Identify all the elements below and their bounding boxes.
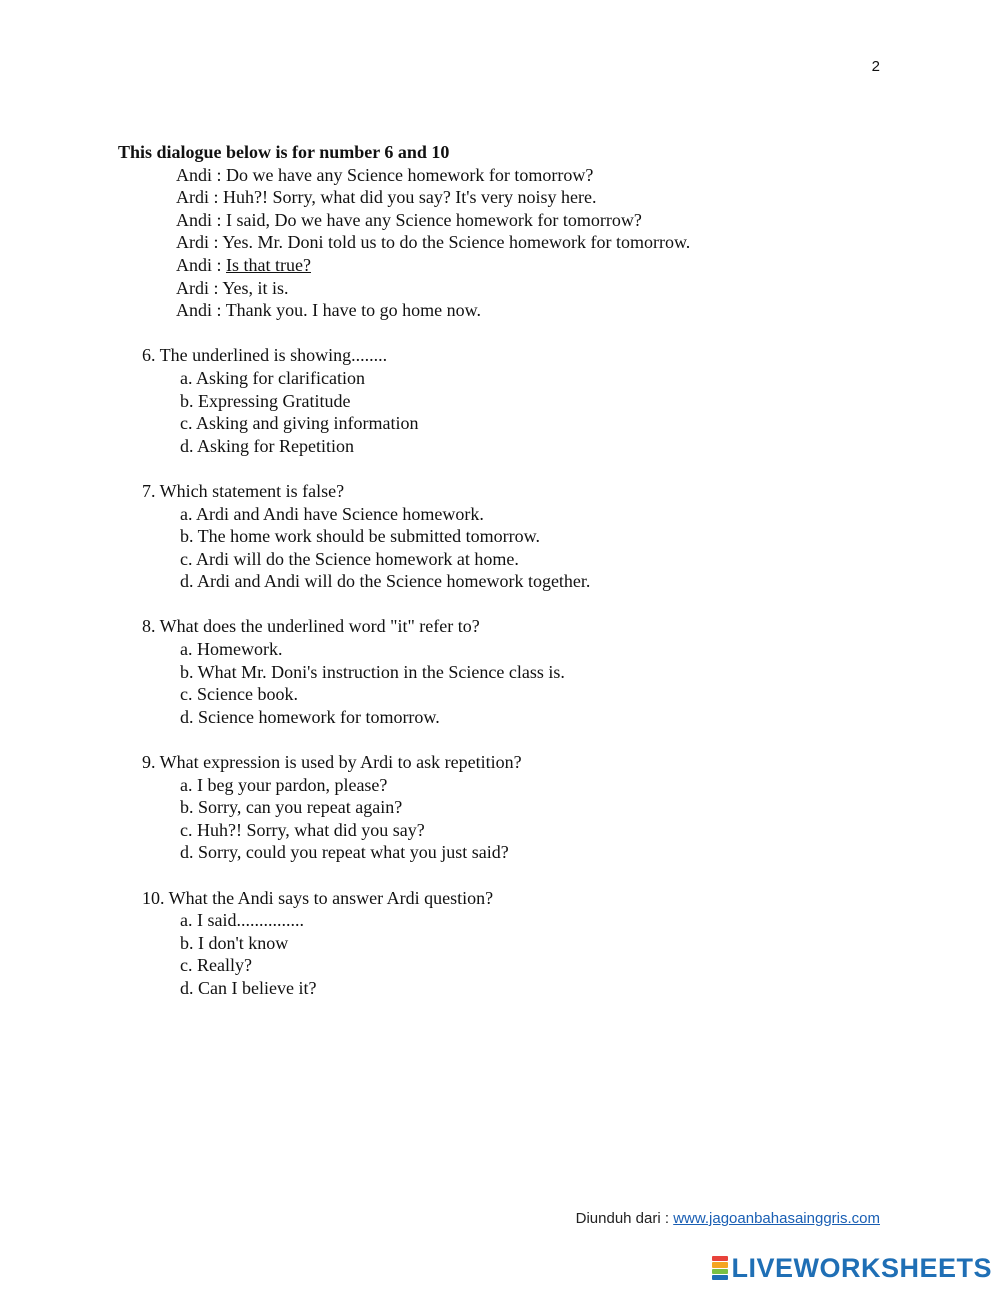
question-6 (142, 344, 918, 457)
dialogue-line: Ardi : Yes, it is. (176, 277, 289, 298)
worksheet-content (118, 141, 918, 1000)
speaker: Ardi (176, 232, 209, 253)
option: a. I said............... (180, 910, 304, 931)
option: b. What Mr. Doni's instruction in the Science class is. (180, 661, 565, 682)
option: c. Science book. (180, 684, 298, 705)
speaker: Ardi (176, 277, 209, 298)
dialogue-line: Andi : Do we have any Science homework for tomorrow? (176, 164, 594, 185)
line-text: Do we have any Science homework for tomorrow? (226, 164, 594, 185)
options-list (180, 638, 918, 728)
speaker: Andi (176, 254, 212, 275)
footer (576, 1210, 880, 1227)
dialogue-line: Ardi : Yes. Mr. Doni told us to do the Science homework for tomorrow. (176, 232, 691, 253)
speaker: Ardi (176, 187, 209, 208)
question-text: 9. What expression is used by Ardi to ask repetition? (142, 752, 522, 773)
option: c. Huh?! Sorry, what did you say? (180, 819, 425, 840)
dialogue-line: Ardi : Huh?! Sorry, what did you say? It's very noisy here. (176, 187, 597, 208)
question-text: 8. What does the underlined word "it" refer to? (142, 616, 480, 637)
option: d. Sorry, could you repeat what you just said? (180, 842, 509, 863)
option: a. Ardi and Andi have Science homework. (180, 503, 484, 524)
option: b. Sorry, can you repeat again? (180, 797, 403, 818)
options-list (180, 774, 918, 864)
line-text: Thank you. I have to go home now. (225, 300, 481, 321)
options-list (180, 909, 918, 999)
source-link[interactable]: www.jagoanbahasainggris.com (673, 1210, 880, 1227)
option: b. The home work should be submitted tomorrow. (180, 526, 540, 547)
underlined-phrase: Is that true? (226, 254, 311, 275)
line-text: I said, Do we have any Science homework for tomorrow? (226, 209, 642, 230)
speaker: Andi (176, 209, 212, 230)
option: a. Homework. (180, 639, 283, 660)
option: b. Expressing Gratitude (180, 390, 351, 411)
option: a. Asking for clarification (180, 367, 365, 388)
question-text: 10. What the Andi says to answer Ardi question? (142, 887, 494, 908)
option: a. I beg your pardon, please? (180, 774, 388, 795)
liveworksheets-logo-icon (712, 1256, 728, 1280)
question-8 (142, 615, 918, 728)
brand-text: LIVEWORKSHEETS (731, 1252, 992, 1283)
logo-block (712, 1275, 728, 1280)
line-text: Yes. Mr. Doni told us to do the Science homework for tomorrow. (222, 232, 691, 253)
option: d. Ardi and Andi will do the Science homework together. (180, 571, 591, 592)
dialogue-line: Andi : Thank you. I have to go home now. (176, 300, 481, 321)
question-10 (142, 887, 918, 1000)
option: c. Really? (180, 955, 252, 976)
option: d. Asking for Repetition (180, 435, 354, 456)
option: d. Can I believe it? (180, 977, 317, 998)
options-list (180, 503, 918, 593)
option: c. Ardi will do the Science homework at home. (180, 548, 519, 569)
question-text: 6. The underlined is showing........ (142, 345, 388, 366)
footer-label: Diunduh dari : (575, 1210, 674, 1227)
logo-block (712, 1262, 728, 1267)
dialogue-line: Andi : I said, Do we have any Science homework for tomorrow? (176, 209, 642, 230)
page-number: 2 (871, 58, 880, 75)
line-text: Yes, it is. (222, 277, 289, 298)
dialogue (176, 164, 918, 322)
logo-block (712, 1269, 728, 1274)
question-7 (142, 480, 918, 593)
dialogue-heading: This dialogue below is for number 6 and 10 (118, 142, 450, 162)
speaker: Andi (176, 164, 212, 185)
line-text: Huh?! Sorry, what did you say? It's very noisy here. (223, 187, 597, 208)
liveworksheets-brand (712, 1252, 992, 1284)
option: c. Asking and giving information (180, 413, 419, 434)
logo-block (712, 1256, 728, 1261)
question-9 (142, 751, 918, 864)
options-list (180, 367, 918, 457)
speaker: Andi (176, 300, 212, 321)
dialogue-line: Andi : Is that true? (176, 254, 311, 275)
option: b. I don't know (180, 932, 289, 953)
option: d. Science homework for tomorrow. (180, 706, 440, 727)
question-text: 7. Which statement is false? (142, 480, 345, 501)
